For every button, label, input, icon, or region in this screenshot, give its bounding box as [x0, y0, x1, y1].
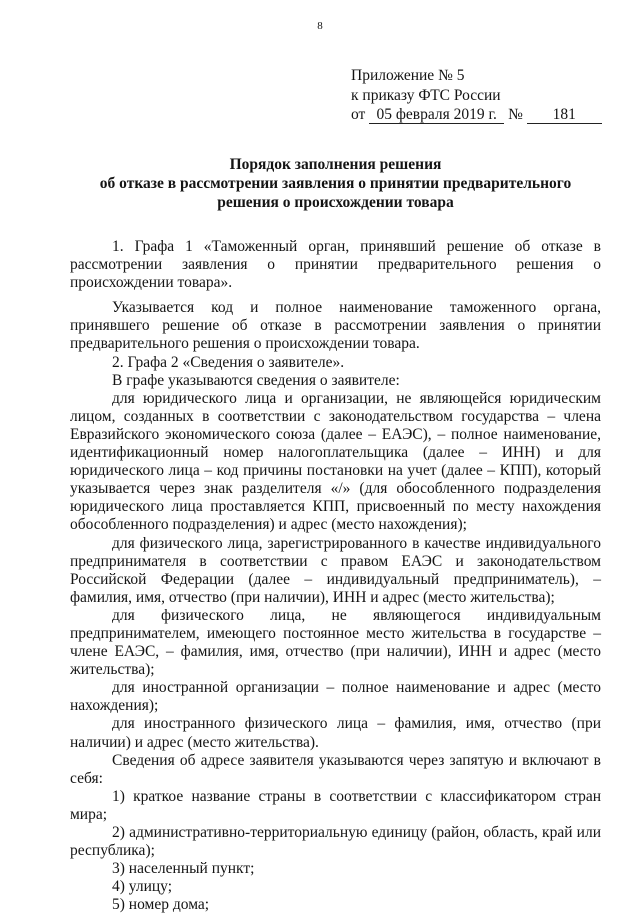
document-body	[70, 238, 601, 914]
appendix-order-ref: к приказу ФТС России	[351, 86, 501, 104]
list-item-country: 1) краткое название страны в соответствии с классификатором стран мира;	[70, 787, 601, 823]
list-item-region: 2) административно-территориальную единицу (район, область, край или республика);	[70, 824, 601, 860]
paragraph-address-intro: Сведения об адресе заявителя указываются через запятую и включают в себя:	[70, 751, 601, 787]
paragraph-applicant-intro: В графе указываются сведения о заявителе:	[112, 371, 400, 389]
title-line-2: об отказе в рассмотрении заявления о принятии предварительного	[99, 175, 572, 192]
order-number: 181	[527, 107, 602, 124]
list-item-locality: 3) населенный пункт;	[112, 860, 255, 878]
list-item-street: 4) улицу;	[112, 878, 173, 896]
appendix-date-line	[351, 105, 602, 125]
paragraph-graph-2: 2. Графа 2 «Сведения о заявителе».	[112, 353, 345, 371]
from-label: от	[351, 106, 366, 123]
paragraph-legal-entity: для юридического лица и организации, не являющейся юридическим лицом, созданных в соответствии с законодательством государства – члена Евразийского экономического союза (далее – ЕАЭС), – полное наименование, идентификационный номер налогоплательщика (далее – ИНН) и для юридического лица – код причины постановки на учет (далее – КПП), который указывается через знак разделителя «/» (для обособленного подразделения юридического лица проставляется КПП, присвоенный по месту нахождения обособленного подразделения) и адрес (место нахождения);	[70, 389, 601, 534]
appendix-header	[351, 66, 602, 125]
paragraph-foreign-individual: для иностранного физического лица – фамилия, имя, отчество (при наличии) и адрес (место жительства).	[70, 715, 601, 751]
paragraph-entrepreneur: для физического лица, зарегистрированного в качестве индивидуального предпринимателя в соответствии с правом ЕАЭС и законодательством Российской Федерации (далее – индивидуальный предприниматель), – фамилия, имя, отчество (при наличии), ИНН и адрес (место жительства);	[70, 534, 601, 606]
paragraph-graph-1-desc: Указывается код и полное наименование таможенного органа, принявшего решение об отказе в рассмотрении заявления о принятии предварительного решения о происхождении товара.	[70, 299, 601, 353]
list-item-house: 5) номер дома;	[112, 896, 210, 914]
paragraph-individual: для физического лица, не являющегося индивидуальным предпринимателем, имеющего постоянное место жительства в государстве – члене ЕАЭС, – фамилия, имя, отчество (при наличии), ИНН и адрес (место жительства);	[70, 606, 601, 679]
paragraph-graph-1: 1. Графа 1 «Таможенный орган, принявший решение об отказе в рассмотрении заявления о принятии предварительного решения о происхождении товара».	[70, 238, 601, 292]
number-label: №	[508, 106, 523, 123]
document-title	[70, 155, 601, 212]
appendix-title: Приложение № 5	[351, 67, 465, 84]
paragraph-foreign-organization: для иностранной организации – полное наименование и адрес (место нахождения);	[70, 679, 601, 715]
page-number: 8	[317, 20, 323, 32]
title-line-1: Порядок заполнения решения	[229, 156, 442, 173]
order-date: 05 февраля 2019 г.	[369, 107, 504, 124]
title-line-3: решения о происхождении товара	[217, 194, 454, 211]
